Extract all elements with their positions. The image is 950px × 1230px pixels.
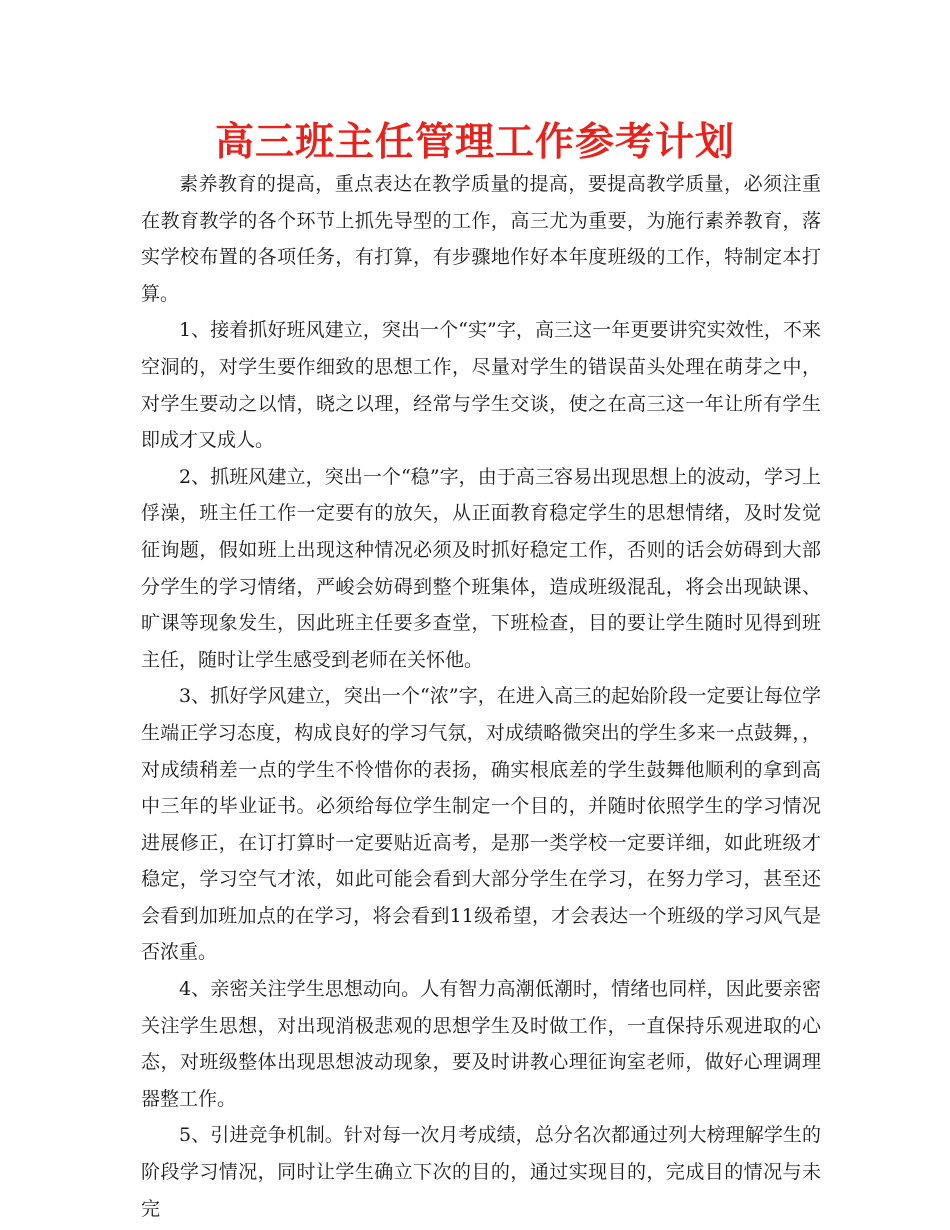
paragraph-item-2: 2、抓班风建立，突出一个“稳”字，由于高三容易出现思想上的波动，学习上俘澡，班主任工作一定要有的放矢，从正面教育稳定学生的思想情绪，及时发觉征询题，假如班上出现这种情况必须及时抓好稳定工作，否则的话会妨碍到大部分学生的学习情绪，严峻会妨碍到整个班集体，造成班级混乱，将会出现缺课、旷课等现象发生，因此班主任要多查堂，下班检查，目的要让学生随时见得到班主任，随时让学生感受到老师在关怀他。 [141, 465, 821, 671]
paragraph-item-5: 5、引进竞争机制。针对每一次月考成绩，总分名次都通过列大榜理解学生的阶段学习情况，同时让学生确立下次的目的，通过实现目的，完成目的情况与未完 [141, 1124, 821, 1220]
page-title: 高三班主任管理工作参考计划 [214, 120, 735, 165]
document-body [141, 166, 821, 1227]
paragraph-intro: 素养教育的提高，重点表达在教学质量的提高，要提高教学质量，必须注重在教育教学的各个环节上抓先导型的工作，高三尤为重要，为施行素养教育，落实学校布置的各项任务，有打算，有步骤地作好本年度班级的工作，特制定本打算。 [141, 173, 821, 305]
paragraph-item-1: 1、接着抓好班风建立，突出一个“实”字，高三这一年更要讲究实效性，不来空洞的，对学生要作细致的思想工作，尽量对学生的错误苗头处理在萌芽之中，对学生要动之以情，晓之以理，经常与学生交谈，使之在高三这一年让所有学生即成才又成人。 [141, 319, 821, 452]
paragraph-item-3: 3、抓好学风建立，突出一个“浓”字，在进入高三的起始阶段一定要让每位学生端正学习态度，构成良好的学习气氛，对成绩略微突出的学生多来一点鼓舞，，对成绩稍差一点的学生不怜惜你的表扬，确实根底差的学生鼓舞他顺利的拿到高中三年的毕业证书。必须给每位学生制定一个目的，并随时依照学生的学习情况进展修正，在订打算时一定要贴近高考，是那一类学校一定要详细，如此班级才稳定，学习空气才浓，如此可能会看到大部分学生在学习，在努力学习，甚至还会看到加班加点的在学习，将会看到11级希望，才会表达一个班级的学习风气是否浓重。 [141, 685, 821, 964]
paragraph-item-4: 4、亲密关注学生思想动向。人有智力高潮低潮时，情绪也同样，因此要亲密关注学生思想，对出现消极悲观的思想学生及时做工作，一直保持乐观进取的心态，对班级整体出现思想波动现象，要及时讲教心理征询室老师，做好心理调理器整工作。 [141, 978, 821, 1110]
